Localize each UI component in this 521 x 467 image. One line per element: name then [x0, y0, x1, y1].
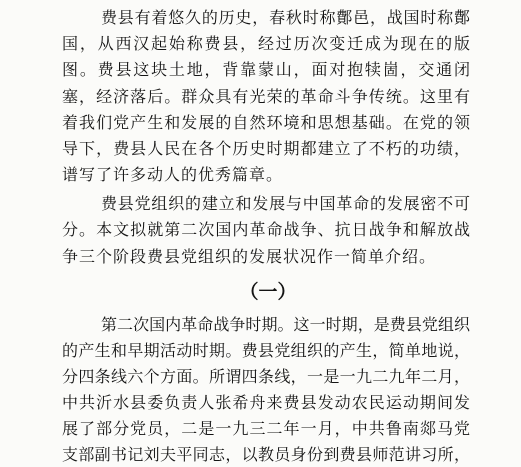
paragraph-2-line-1: 费县党组织的建立和发展与中国革命的发展密不可 [101, 194, 470, 213]
paragraph-1-line-2: 国，从西汉起始称费县，经过历次变迁成为现在的版 [62, 34, 470, 53]
paragraph-2-line-3: 争三个阶段费县党组织的发展状况作一简单介绍。 [62, 247, 437, 266]
paragraph-1-line-7: 谱写了许多动人的优秀篇章。 [62, 165, 284, 184]
paragraph-3-line-1: 第二次国内革命战争时期。这一时期，是费县党组织 [101, 315, 470, 334]
paragraph-3-line-6: 支部副书记刘夫平同志，以教员身份到费县师范讲习所， [62, 445, 470, 464]
paragraph-3-line-5: 展了部分党员，二是一九三二年一月，中共鲁南郯马党 [62, 419, 470, 438]
paragraph-1-line-5: 着我们党产生和发展的自然环境和思想基础。在党的领 [62, 113, 470, 132]
paragraph-1-line-6: 导下，费县人民在各个历史时期都建立了不朽的功绩， [62, 139, 470, 158]
paragraph-3-line-4: 中共沂水县委负责人张希舟来费县发动农民运动期间发 [62, 393, 470, 412]
paragraph-2-line-2: 分。本文拟就第二次国内革命战争、抗日战争和解放战 [62, 220, 470, 239]
paragraph-1-line-1: 费县有着悠久的历史，春秋时称鄪邑，战国时称鄪 [101, 8, 470, 27]
paragraph-1-line-3: 图。费县这块土地，背靠蒙山，面对抱犊崮，交通闭 [62, 60, 470, 79]
paragraph-1-line-4: 塞，经济落后。群众具有光荣的革命斗争传统。这里有 [62, 87, 470, 106]
section-heading: （一） [239, 281, 297, 303]
paragraph-3-line-3: 分四条线六个方面。所谓四条线，一是一九二九年二月， [62, 367, 470, 386]
paragraph-3-line-2: 的产生和早期活动时期。费县党组织的产生，简单地说， [62, 341, 470, 360]
